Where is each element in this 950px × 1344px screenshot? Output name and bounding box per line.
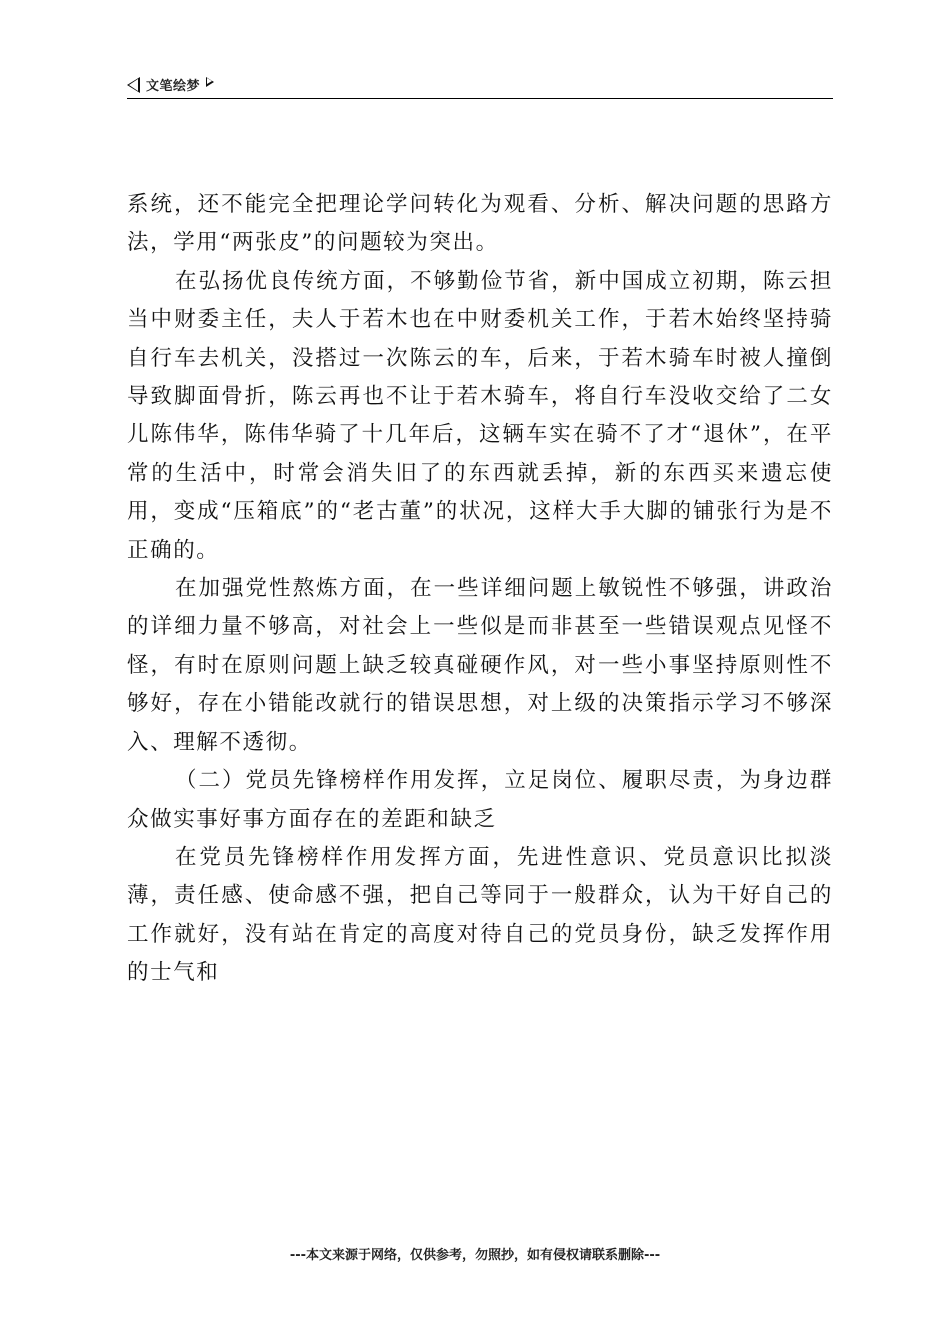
triangle-left-icon [127, 77, 140, 93]
document-body [127, 186, 833, 993]
triangle-right-icon [206, 77, 214, 87]
paragraph-tradition: 在弘扬优良传统方面，不够勤俭节省，新中国成立初期，陈云担当中财委主任，夫人于若木也在中财委机关工作，于若木始终坚持骑自行车去机关，没搭过一次陈云的车，后来，于若木骑车时被人撞倒导致脚面骨折，陈云再也不让于若木骑车，将自行车没收交给了二女儿陈伟华，陈伟华骑了十几年后，这辆车实在骑不了才“退休”，在平常的生活中，时常会消失旧了的东西就丢掉，新的东西买来遗忘使用，变成“压箱底”的“老古董”的状况，这样大手大脚的铺张行为是不正确的。 [127, 268, 833, 563]
header-title: 文笔绘梦 [146, 79, 201, 94]
page-header [127, 74, 833, 99]
header-left-group [127, 75, 214, 94]
page-footer: ---本文来源于网络，仅供参考，勿照抄，如有侵权请联系删除--- [289, 1248, 661, 1263]
section-heading: （二）党员先锋榜样作用发挥，立足岗位、履职尽责，为身边群众做实事好事方面存在的差距和缺乏 [127, 768, 833, 832]
paragraph-vanguard: 在党员先锋榜样作用发挥方面，先进性意识、党员意识比拟淡薄，责任感、使命感不强，把自己等同于一般群众，认为干好自己的工作就好，没有站在肯定的高度对待自己的党员身份，缺乏发挥作用的士气和 [127, 844, 833, 986]
paragraph-continuation: 系统，还不能完全把理论学问转化为观看、分析、解决问题的思路方法，学用“两张皮”的问题较为突出。 [127, 192, 833, 256]
paragraph-party-spirit: 在加强党性熬炼方面，在一些详细问题上敏锐性不够强，讲政治的详细力量不够高，对社会上一些似是而非甚至一些错误观点见怪不怪，有时在原则问题上缺乏较真碰硬作风，对一些小事坚持原则性不够好，存在小错能改就行的错误思想，对上级的决策指示学习不够深入、理解不透彻。 [127, 576, 833, 755]
